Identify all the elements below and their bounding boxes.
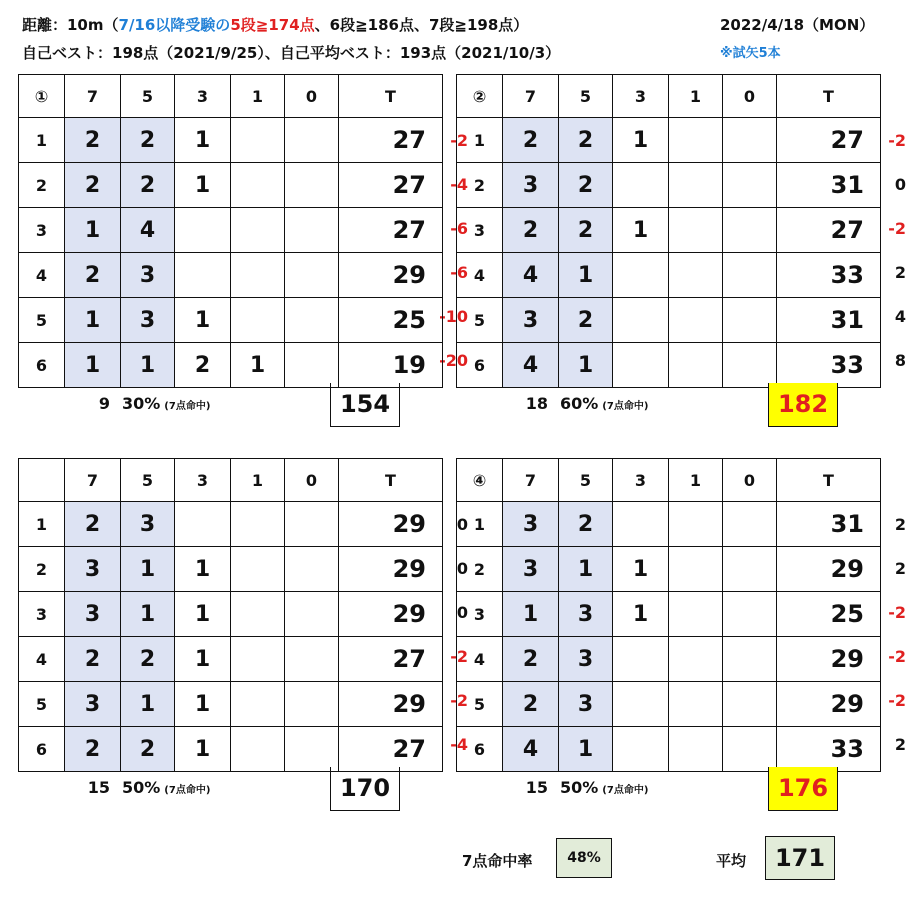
count-cell [231,502,285,547]
count-cell: 3 [65,592,121,637]
column-header: 7 [503,75,559,118]
round-number: 1 [19,118,65,163]
cumulative-diff: -20 [439,351,468,370]
count-cell: 4 [503,727,559,772]
count-cell [285,343,339,388]
count-cell [285,163,339,208]
count-cell [613,682,669,727]
count-cell [285,208,339,253]
cumulative-diff: 0 [456,603,468,622]
count-cell [669,253,723,298]
count-cell: 1 [613,208,669,253]
round-number: 2 [19,163,65,208]
round-number: 3 [19,592,65,637]
table-row [457,727,881,772]
round-total: 31 [777,298,881,343]
round-number: 6 [457,727,503,772]
cumulative-diff: -2 [888,691,906,710]
count-cell [613,502,669,547]
count-cell: 3 [559,592,613,637]
count-cell: 1 [559,547,613,592]
count-cell: 2 [559,298,613,343]
table-row [457,682,881,727]
cumulative-diff: 0 [894,175,906,194]
hit-rate-value: 48% [556,838,612,878]
table-corner-label [19,459,65,502]
date-label: 2022/4/18（MON） [720,16,875,34]
round-number: 5 [457,298,503,343]
count-cell: 2 [65,163,121,208]
count-cell [613,343,669,388]
table-row [457,298,881,343]
count-cell [669,298,723,343]
seven-hit-count: 15 [87,778,110,797]
count-cell: 2 [559,163,613,208]
count-cell: 2 [65,502,121,547]
table-row [19,118,443,163]
count-cell: 2 [65,727,121,772]
round-number: 1 [457,118,503,163]
distance-header [22,14,528,35]
count-cell: 1 [503,592,559,637]
seven-hit-rate: 30% [122,394,161,413]
table-row [19,547,443,592]
count-cell [723,727,777,772]
table-row [457,502,881,547]
score-table-3 [18,458,443,772]
count-cell: 2 [175,343,231,388]
table-row [457,592,881,637]
count-cell: 3 [559,682,613,727]
cumulative-diff: -4 [450,735,468,754]
round-number: 6 [19,727,65,772]
round-total: 29 [339,253,443,298]
count-cell [669,637,723,682]
count-cell [613,253,669,298]
table-row [19,208,443,253]
round-number: 4 [19,253,65,298]
count-cell: 2 [503,118,559,163]
score-table-2 [456,74,881,388]
set-total: 154 [330,383,400,427]
cumulative-diff: -2 [888,647,906,666]
column-header: 3 [175,459,231,502]
count-cell: 2 [503,208,559,253]
count-cell: 1 [65,343,121,388]
table-row [19,298,443,343]
seven-hit-count: 15 [525,778,548,797]
table-row [457,253,881,298]
column-header: 1 [231,75,285,118]
count-cell: 1 [121,592,175,637]
round-total: 29 [339,682,443,727]
count-cell [231,727,285,772]
count-cell: 3 [503,298,559,343]
count-cell: 2 [503,637,559,682]
count-cell [285,682,339,727]
count-cell: 1 [559,727,613,772]
column-header: 1 [669,459,723,502]
count-cell: 4 [503,253,559,298]
count-cell: 1 [121,547,175,592]
seven-hit-count: 18 [525,394,548,413]
set-total: 182 [768,383,838,427]
count-cell: 1 [121,682,175,727]
rate-note: (7点命中) [602,401,649,412]
table-row [19,502,443,547]
count-cell: 3 [121,502,175,547]
cumulative-diff: -2 [888,603,906,622]
column-header: T [777,459,881,502]
table-row [457,637,881,682]
count-cell [669,208,723,253]
round-total: 27 [777,118,881,163]
count-cell [669,502,723,547]
table-row [19,253,443,298]
rate-note: (7点命中) [602,785,649,796]
count-cell [285,502,339,547]
round-number: 3 [457,208,503,253]
count-cell [175,502,231,547]
table-row [19,163,443,208]
count-cell [285,253,339,298]
column-header: 5 [559,75,613,118]
column-header: 0 [285,459,339,502]
column-header: 5 [559,459,613,502]
table-corner-label: ④ [457,459,503,502]
column-header: 0 [285,75,339,118]
column-header: 5 [121,459,175,502]
round-number: 5 [19,682,65,727]
cumulative-diff: 2 [894,515,906,534]
count-cell [285,547,339,592]
round-total: 33 [777,253,881,298]
round-total: 29 [777,547,881,592]
round-number: 1 [457,502,503,547]
round-total: 29 [777,682,881,727]
round-number: 6 [457,343,503,388]
column-header: 0 [723,75,777,118]
count-cell: 1 [613,547,669,592]
count-cell [669,163,723,208]
hit-rate-label: 7点命中率 [462,852,533,870]
cumulative-diff: -2 [888,219,906,238]
table-row [457,118,881,163]
table-corner-label: ② [457,75,503,118]
count-cell: 2 [121,118,175,163]
distance-label: 距離：10m（ [22,16,119,34]
count-cell [285,118,339,163]
count-cell [613,727,669,772]
round-total: 29 [777,637,881,682]
count-cell [723,502,777,547]
cumulative-diff: 8 [894,351,906,370]
count-cell: 2 [121,637,175,682]
round-number: 5 [457,682,503,727]
cumulative-diff: 2 [894,559,906,578]
hit-summary [518,778,648,797]
round-number: 2 [457,547,503,592]
count-cell [723,343,777,388]
count-cell: 1 [175,118,231,163]
round-total: 25 [777,592,881,637]
round-number: 5 [19,298,65,343]
column-header: 7 [65,459,121,502]
count-cell [669,592,723,637]
round-number: 4 [19,637,65,682]
count-cell [669,118,723,163]
count-cell: 3 [503,163,559,208]
count-cell [231,253,285,298]
table-row [19,592,443,637]
count-cell [285,637,339,682]
column-header: 3 [613,75,669,118]
count-cell [231,163,285,208]
count-cell: 1 [175,592,231,637]
count-cell: 1 [231,343,285,388]
count-cell: 3 [65,682,121,727]
dan-requirements: 、6段≧186点、7段≧198点） [314,16,529,34]
personal-best-line: 自己ベスト：198点（2021/9/25）、自己平均ベスト：193点（2021/10/3） [22,44,561,62]
table-row [19,727,443,772]
column-header: T [777,75,881,118]
column-header: 1 [231,459,285,502]
count-cell: 1 [175,727,231,772]
count-cell: 1 [613,592,669,637]
count-cell: 2 [559,502,613,547]
round-total: 29 [339,592,443,637]
hit-summary [518,394,648,413]
column-header: T [339,459,443,502]
cumulative-diff: 0 [456,515,468,534]
count-cell [613,637,669,682]
count-cell: 4 [121,208,175,253]
round-number: 6 [19,343,65,388]
hit-summary [80,778,210,797]
count-cell: 1 [175,298,231,343]
count-cell: 1 [121,343,175,388]
round-total: 27 [339,208,443,253]
count-cell [231,298,285,343]
cumulative-diff: -6 [450,263,468,282]
count-cell [669,343,723,388]
count-cell [231,547,285,592]
count-cell [285,727,339,772]
count-cell: 1 [613,118,669,163]
set-total: 170 [330,767,400,811]
round-number: 1 [19,502,65,547]
seven-hit-rate: 50% [122,778,161,797]
count-cell: 2 [559,208,613,253]
round-number: 4 [457,253,503,298]
rate-note: (7点命中) [164,785,211,796]
cumulative-diff: -2 [450,691,468,710]
count-cell: 2 [121,163,175,208]
count-cell: 3 [503,502,559,547]
count-cell: 2 [65,118,121,163]
count-cell: 1 [559,343,613,388]
round-total: 19 [339,343,443,388]
cumulative-diff: 2 [894,263,906,282]
count-cell [669,727,723,772]
count-cell: 3 [559,637,613,682]
round-total: 29 [339,547,443,592]
column-header: 3 [175,75,231,118]
count-cell [723,208,777,253]
count-cell [175,208,231,253]
cumulative-diff: 0 [456,559,468,578]
count-cell [723,682,777,727]
count-cell [613,163,669,208]
cumulative-diff: -6 [450,219,468,238]
count-cell: 1 [175,547,231,592]
column-header: T [339,75,443,118]
rate-note: (7点命中) [164,401,211,412]
round-total: 27 [339,118,443,163]
average-value: 171 [765,836,835,880]
round-number: 2 [19,547,65,592]
round-number: 3 [457,592,503,637]
count-cell [723,253,777,298]
dan5-requirement: 5段≧174点 [230,16,315,34]
count-cell [723,592,777,637]
count-cell [231,208,285,253]
count-cell [285,592,339,637]
count-cell: 1 [175,163,231,208]
count-cell [723,298,777,343]
table-row [19,637,443,682]
round-number: 4 [457,637,503,682]
count-cell: 3 [503,547,559,592]
count-cell [669,547,723,592]
trial-note: ※試矢5本 [720,46,781,61]
seven-hit-rate: 50% [560,778,599,797]
round-total: 27 [339,637,443,682]
table-row [19,343,443,388]
count-cell: 2 [559,118,613,163]
count-cell [723,637,777,682]
round-total: 25 [339,298,443,343]
count-cell: 4 [503,343,559,388]
column-header: 5 [121,75,175,118]
count-cell: 1 [65,208,121,253]
count-cell [231,637,285,682]
round-total: 27 [339,727,443,772]
column-header: 7 [65,75,121,118]
table-row [19,682,443,727]
column-header: 0 [723,459,777,502]
count-cell [723,163,777,208]
count-cell: 1 [65,298,121,343]
column-header: 7 [503,459,559,502]
cumulative-diff: -2 [888,131,906,150]
column-header: 1 [669,75,723,118]
table-row [457,343,881,388]
count-cell [231,118,285,163]
set-total: 176 [768,767,838,811]
count-cell [231,592,285,637]
count-cell: 1 [175,637,231,682]
count-cell: 3 [121,298,175,343]
cumulative-diff: 2 [894,735,906,754]
round-number: 3 [19,208,65,253]
count-cell: 2 [121,727,175,772]
count-cell [285,298,339,343]
round-total: 33 [777,727,881,772]
average-label: 平均 [716,852,747,870]
count-cell [175,253,231,298]
count-cell [723,118,777,163]
count-cell: 2 [65,637,121,682]
count-cell: 2 [65,253,121,298]
score-table-4 [456,458,881,772]
seven-hit-rate: 60% [560,394,599,413]
count-cell [613,298,669,343]
cumulative-diff: -2 [450,131,468,150]
score-table-1 [18,74,443,388]
round-total: 29 [339,502,443,547]
count-cell [669,682,723,727]
table-row [457,208,881,253]
count-cell [231,682,285,727]
count-cell: 1 [559,253,613,298]
round-number: 2 [457,163,503,208]
table-corner-label: ① [19,75,65,118]
cumulative-diff: -10 [439,307,468,326]
seven-hit-count: 9 [98,394,110,413]
round-total: 27 [339,163,443,208]
hit-summary [80,394,210,413]
cumulative-diff: 4 [894,307,906,326]
exam-date-note: 7/16以降受験の [118,16,231,34]
round-total: 27 [777,208,881,253]
count-cell [723,547,777,592]
table-row [457,163,881,208]
round-total: 31 [777,502,881,547]
table-row [457,547,881,592]
count-cell: 3 [121,253,175,298]
count-cell: 3 [65,547,121,592]
round-total: 31 [777,163,881,208]
round-total: 33 [777,343,881,388]
count-cell: 2 [503,682,559,727]
count-cell: 1 [175,682,231,727]
column-header: 3 [613,459,669,502]
cumulative-diff: -2 [450,647,468,666]
cumulative-diff: -4 [450,175,468,194]
